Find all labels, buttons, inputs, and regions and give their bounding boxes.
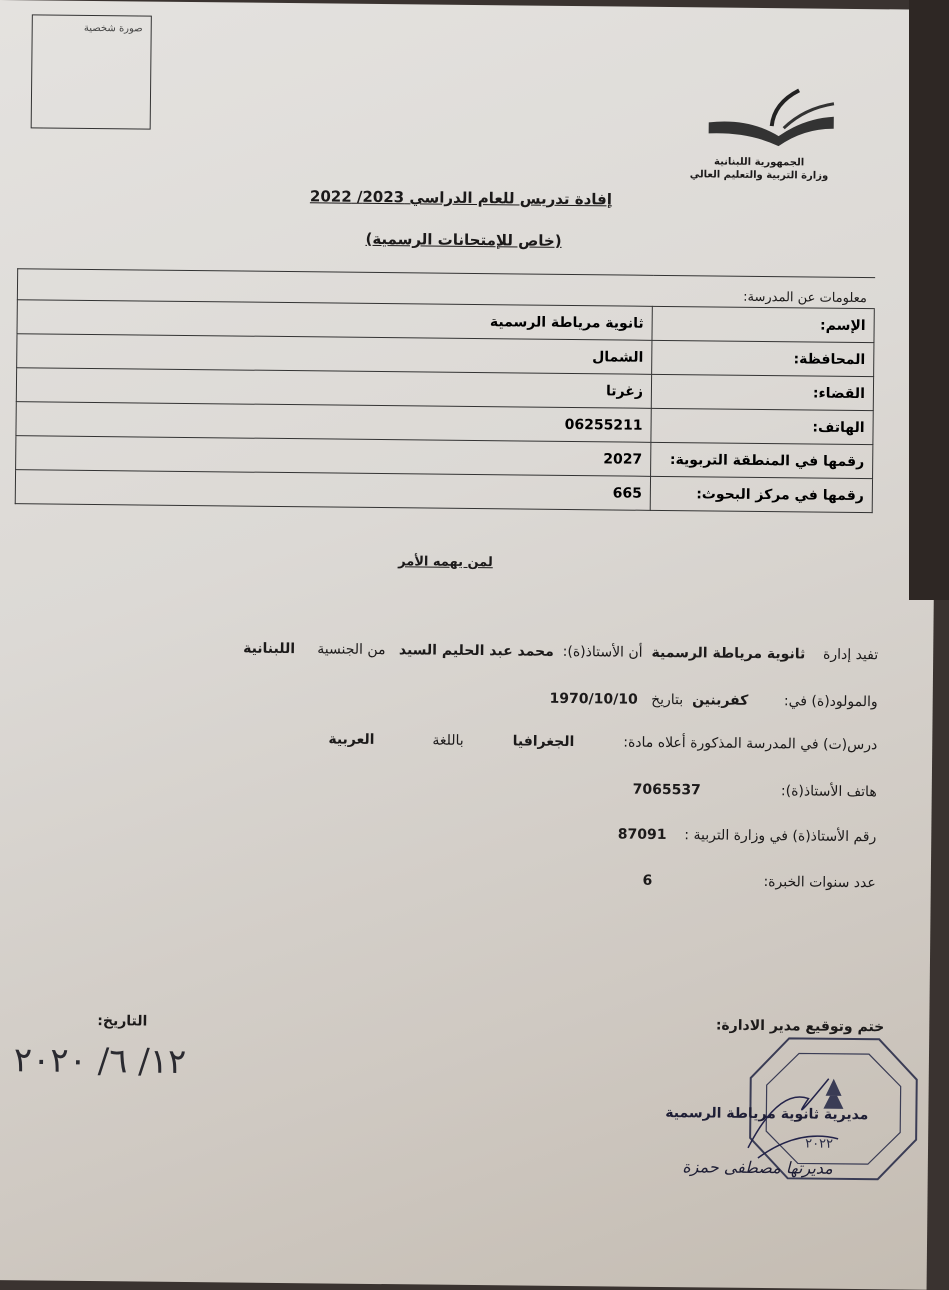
handwritten-date: ١٢/ ٦/ ٢٠٢٠	[13, 1040, 187, 1083]
body-line-3	[328, 731, 877, 753]
director-signature: مديرتها مصطفى حمزة	[682, 1157, 833, 1178]
row-label: رقمها في مركز البحوث:	[650, 476, 872, 512]
school-info-heading: معلومات عن المدرسة:	[743, 289, 867, 307]
row-value: الشمال	[17, 334, 652, 375]
years-experience: 6	[642, 872, 653, 889]
text: هاتف الأستاذ(ة):	[780, 783, 877, 801]
subject: الجغرافيا	[512, 733, 575, 751]
body-line-4	[633, 782, 877, 801]
document-title: إفادة تدريس للعام الدراسي 2023/ 2022	[309, 187, 613, 209]
row-value: زغرتا	[16, 368, 651, 409]
photo-box-label: صورة شخصية	[83, 22, 143, 35]
row-label: المحافظة:	[652, 340, 874, 376]
ministry-name: وزارة التربية والتعليم العالي	[689, 169, 829, 182]
to-whom-heading: لمن يهمه الأمر	[398, 554, 493, 571]
body-line-2	[550, 691, 878, 710]
row-label: الإسم:	[652, 306, 874, 342]
birthplace: كفربنين	[692, 692, 749, 709]
body-line-5	[618, 827, 877, 846]
row-label: رقمها في المنطقة التربوية:	[651, 442, 873, 478]
signature-scribble-icon	[738, 1068, 849, 1169]
text: بتاريخ	[651, 691, 684, 709]
date-label: التاريخ:	[97, 1013, 148, 1030]
row-value: 06255211	[16, 402, 651, 443]
background-edge	[909, 0, 949, 600]
text: تفيد إدارة	[822, 646, 879, 664]
teacher-phone: 7065537	[632, 781, 701, 799]
text: والمولود(ة) في:	[783, 693, 878, 711]
ministry-header	[690, 155, 829, 182]
country-name: الجمهورية اللبنانية	[713, 156, 805, 169]
photo-box	[31, 14, 152, 129]
nationality: اللبنانية	[243, 640, 296, 658]
document-subtitle: (خاص للإمتحانات الرسمية)	[365, 229, 562, 250]
row-value: 665	[15, 470, 650, 511]
row-label: الهاتف:	[651, 408, 873, 444]
teacher-name: محمد عبد الحليم السيد	[398, 642, 554, 660]
body-line-6	[642, 873, 875, 891]
body-line-1	[243, 641, 878, 664]
text: من الجنسية	[317, 641, 386, 659]
text: باللغة	[432, 732, 464, 749]
stamp-text: مديرية ثانوية مرياطة الرسمية	[665, 1105, 869, 1124]
row-value: 2027	[16, 436, 651, 477]
ministry-logo-icon	[703, 87, 839, 153]
text: رقم الأستاذ(ة) في وزارة التربية :	[684, 827, 877, 846]
language: العربية	[328, 731, 375, 748]
stamp-year: ٢٠٢٢	[805, 1136, 834, 1152]
text: عدد سنوات الخبرة:	[763, 874, 876, 892]
row-label: القضاء:	[651, 374, 873, 410]
row-value: ثانوية مرياطة الرسمية	[17, 300, 652, 341]
school-name: ثانوية مرياطة الرسمية	[651, 644, 806, 663]
text: درس(ت) في المدرسة المذكورة أعلاه مادة:	[623, 734, 878, 754]
birthdate: 1970/10/10	[549, 690, 638, 708]
ministry-number: 87091	[617, 826, 667, 844]
text: أن الأستاذ(ة):	[562, 643, 643, 661]
school-info-table	[15, 268, 875, 513]
signature-label: ختم وتوقيع مدير الادارة:	[715, 1017, 885, 1036]
